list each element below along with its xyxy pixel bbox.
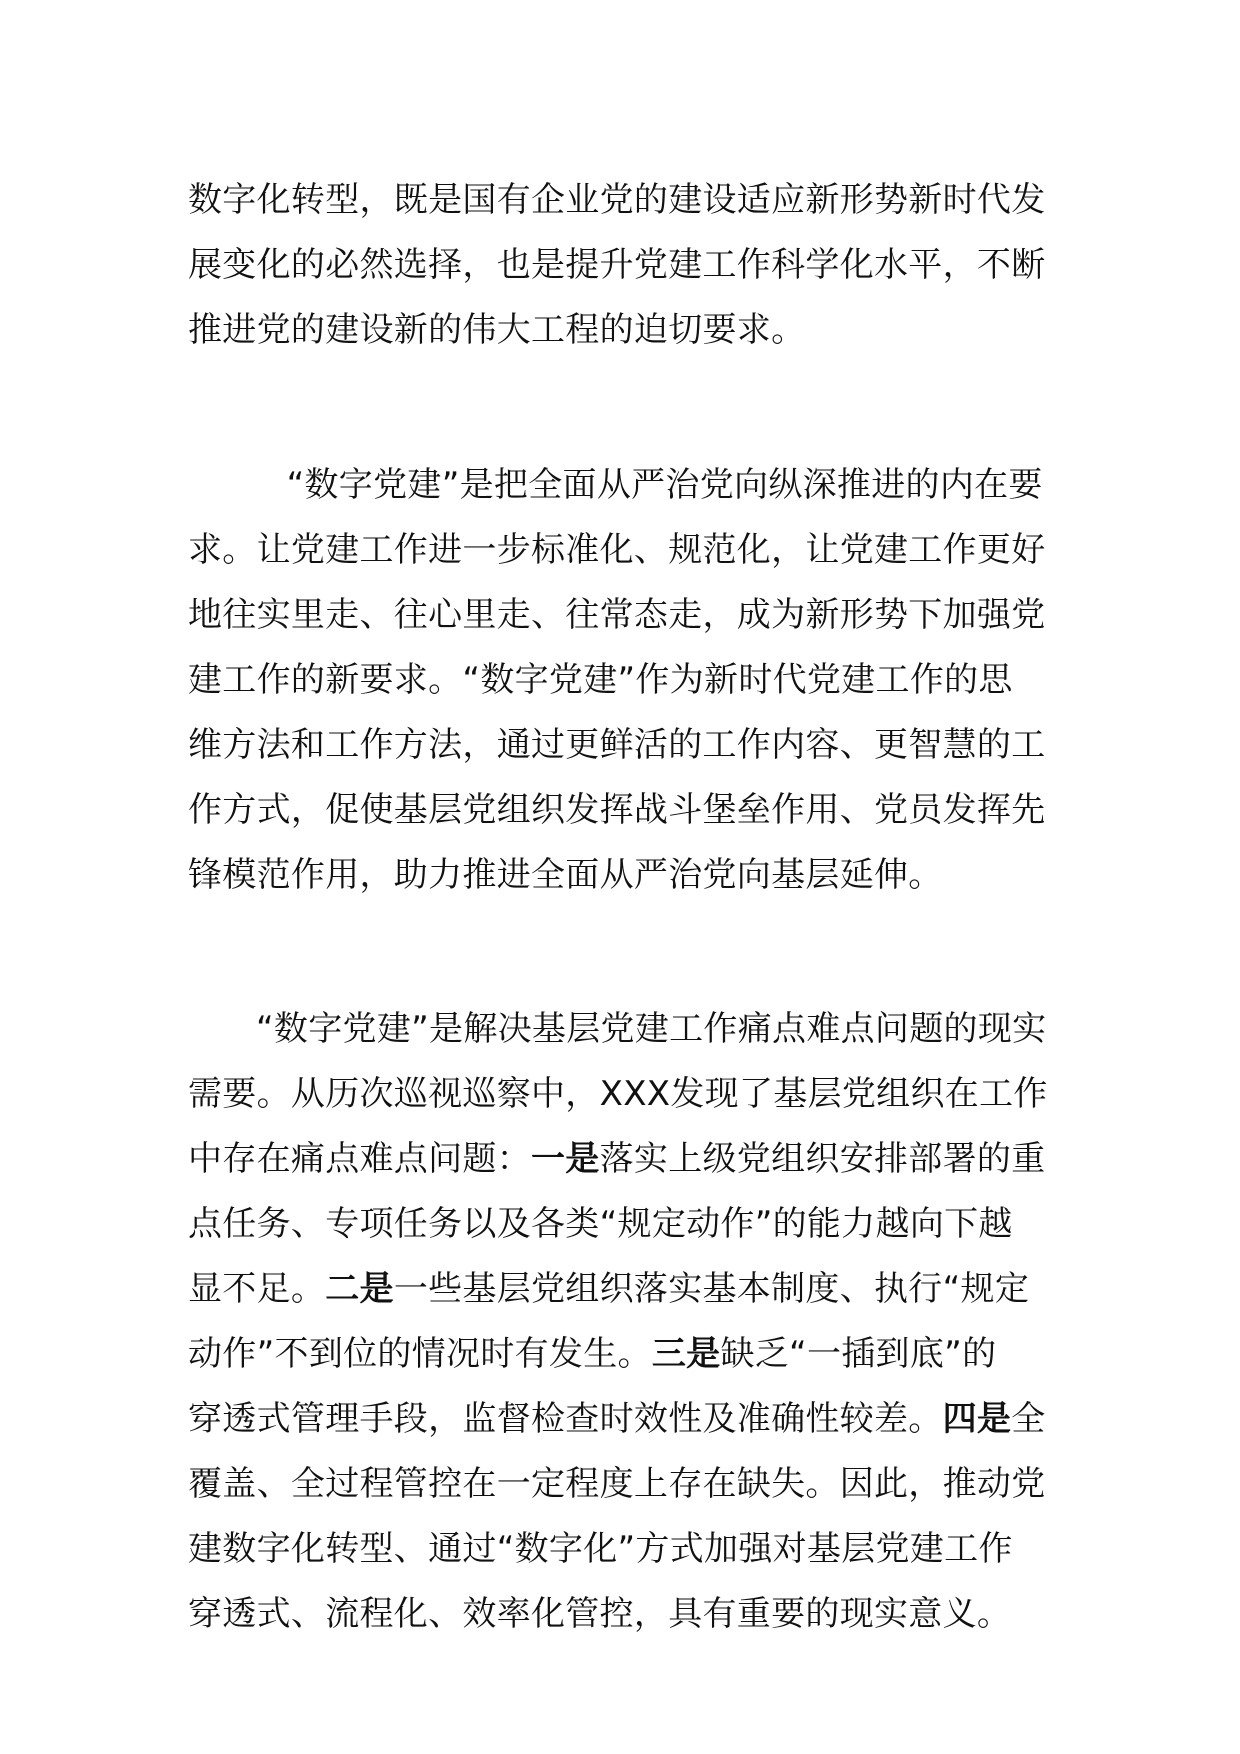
text-line: 推进党的建设新的伟大工程的迫切要求。 [188,310,806,350]
text-line: 地往实里走、往心里走、往常态走，成为新形势下加强党 [188,595,1046,635]
text-run: 一些基层党组织落实基本制度、执行“规定 [393,1269,1030,1309]
bold-marker-first: 一是 [531,1139,600,1179]
text-line: 点任务、专项任务以及各类“规定动作”的能力越向下越 [188,1204,1013,1244]
text-line: 覆盖、全过程管控在一定程度上存在缺失。因此，推动党 [188,1464,1046,1504]
text-line [188,1322,1050,1387]
text-line [188,1387,1050,1452]
text-run: 动作”不到位的情况时有发生。 [188,1334,652,1374]
text-run: 落实上级党组织安排部署的重 [599,1139,1046,1179]
paragraph-spacer [188,908,1050,997]
text-line: 需要。从历次巡视巡察中，XXX发现了基层党组织在工作 [188,1074,1048,1114]
text-line: 维方法和工作方法，通过更鲜活的工作内容、更智慧的工 [188,725,1046,765]
text-run: 缺乏“一插到底”的 [720,1334,997,1374]
bold-marker-fourth: 四是 [942,1399,1012,1439]
text-line [188,1127,1050,1192]
bold-marker-third: 三是 [651,1334,721,1374]
bold-marker-second: 二是 [325,1269,394,1309]
text-line: “数字党建”是解决基层党建工作痛点难点问题的现实 [256,1009,1047,1049]
document-body [188,168,1050,1647]
text-line: 求。让党建工作进一步标准化、规范化，让党建工作更好 [188,530,1046,570]
paragraph-spacer [188,363,1050,453]
text-line: 锋模范作用，助力推进全面从严治党向基层延伸。 [188,855,943,895]
paragraph-pain-points [188,997,1050,1647]
text-line: 作方式，促使基层党组织发挥战斗堡垒作用、党员发挥先 [188,790,1046,830]
text-line: 建数字化转型、通过“数字化”方式加强对基层党建工作 [188,1529,1013,1569]
text-line: 穿透式、流程化、效率化管控，具有重要的现实意义。 [188,1594,1012,1634]
text-run: 全 [1011,1399,1046,1439]
paragraph-inner-requirement [188,453,1050,908]
text-run: 中存在痛点难点问题： [188,1139,531,1179]
text-line: 展变化的必然选择，也是提升党建工作科学化水平，不断 [188,245,1046,285]
text-line: “数字党建”是把全面从严治党向纵深推进的内在要 [286,465,1043,505]
text-run: 穿透式管理手段，监督检查时效性及准确性较差。 [188,1399,943,1439]
paragraph-digital-transformation [188,168,1050,363]
text-line: 建工作的新要求。“数字党建”作为新时代党建工作的思 [188,660,1013,700]
text-line [188,1257,1050,1322]
text-run: 显不足。 [188,1269,326,1309]
text-line: 数字化转型，既是国有企业党的建设适应新形势新时代发 [188,180,1046,220]
